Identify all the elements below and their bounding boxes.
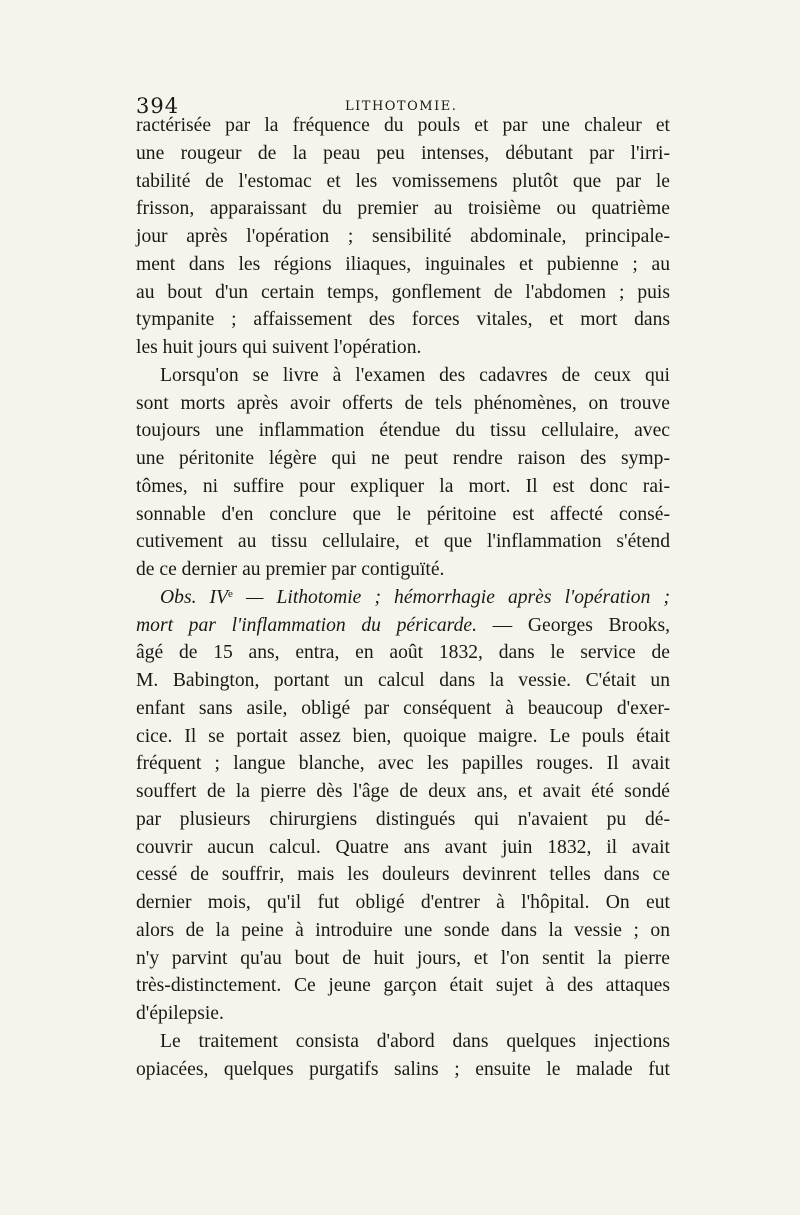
text-line: enfant sans asile, obligé par conséquent à beaucoup d'exer- — [136, 697, 670, 719]
text-line: ment dans les régions iliaques, inguinales et pubienne ; au — [136, 253, 670, 275]
text-line: âgé de 15 ans, entra, en août 1832, dans le service de — [136, 642, 670, 664]
text-line: souffert de la pierre dès l'âge de deux ans, et avait été sondé — [136, 781, 670, 802]
text-line: Le traitement consista d'abord dans quelques injections — [160, 1030, 670, 1052]
text-line: toujours une inflammation étendue du tissu cellulaire, avec — [136, 420, 670, 442]
text-line: une rougeur de la peau peu intenses, débutant par l'irri- — [136, 142, 670, 164]
text-line: tômes, ni suffire pour expliquer la mort. Il est donc rai- — [136, 475, 670, 497]
text-line: dernier mois, qu'il fut obligé d'entrer à l'hôpital. On eut — [136, 892, 670, 913]
text-line: alors de la peine à introduire une sonde dans la vessie ; on — [136, 919, 670, 941]
observation-heading — [136, 584, 670, 612]
observation-heading-continued — [136, 612, 670, 640]
text-line: de ce dernier au premier par contiguïté. — [136, 559, 445, 580]
text-line: sont morts après avoir offerts de tels phénomènes, on trouve — [136, 392, 670, 414]
text-line: couvrir aucun calcul. Quatre ans avant juin 1832, il avait — [136, 836, 670, 858]
text-line: une péritonite légère qui ne peut rendre raison des symp- — [136, 448, 670, 469]
text-line: M. Babington, portant un calcul dans la vessie. C'était un — [136, 670, 670, 691]
text-line: cessé de souffrir, mais les douleurs devinrent telles dans ce — [136, 864, 670, 886]
text-line: Lorsqu'on se livre à l'examen des cadavres de ceux qui — [160, 364, 670, 386]
text-line: cice. Il se portait assez bien, quoique maigre. Le pouls était — [136, 725, 670, 747]
text-line: tympanite ; affaissement des forces vitales, et mort dans — [136, 309, 670, 331]
text-line: n'y parvint qu'au bout de huit jours, et l'on sentit la pierre — [136, 947, 670, 969]
text-line: les huit jours qui suivent l'opération. — [136, 337, 422, 358]
observation-label: Obs. IV — [160, 586, 229, 608]
text-line: d'épilepsie. — [136, 1003, 224, 1024]
text-line: tabilité de l'estomac et les vomissemens plutôt que par le — [136, 170, 670, 192]
observation-title-part-2: mort par l'inflammation du péricarde. — [136, 614, 477, 636]
text-line: très-distinctement. Ce jeune garçon était sujet à des attaques — [136, 975, 670, 997]
text-line: jour après l'opération ; sensibilité abdominale, principale- — [136, 226, 670, 247]
running-head: LITHOTOMIE. — [345, 99, 458, 114]
page-number: 394 — [136, 94, 180, 118]
text-line: au bout d'un certain temps, gonflement de l'abdomen ; puis — [136, 281, 670, 303]
text-line: par plusieurs chirurgiens distingués qui n'avaient pu dé- — [136, 808, 670, 830]
text-line: fréquent ; langue blanche, avec les papilles rouges. Il avait — [136, 753, 670, 775]
observation-patient: — Georges Brooks, — [476, 614, 670, 636]
body-text — [136, 112, 670, 1083]
text-line: ractérisée par la fréquence du pouls et par une chaleur et — [136, 115, 670, 136]
text-line: frisson, apparaissant du premier au troisième ou quatrième — [136, 198, 670, 220]
observation-superscript: e — [228, 587, 233, 600]
text-line: cutivement au tissu cellulaire, et que l'inflammation s'étend — [136, 531, 670, 553]
observation-title-part-1: — Lithotomie ; hémorrhagie après l'opération ; — [232, 586, 670, 608]
text-line: sonnable d'en conclure que le péritoine est affecté consé- — [136, 503, 670, 525]
text-line: opiacées, quelques purgatifs salins ; ensuite le malade fut — [136, 1058, 670, 1080]
